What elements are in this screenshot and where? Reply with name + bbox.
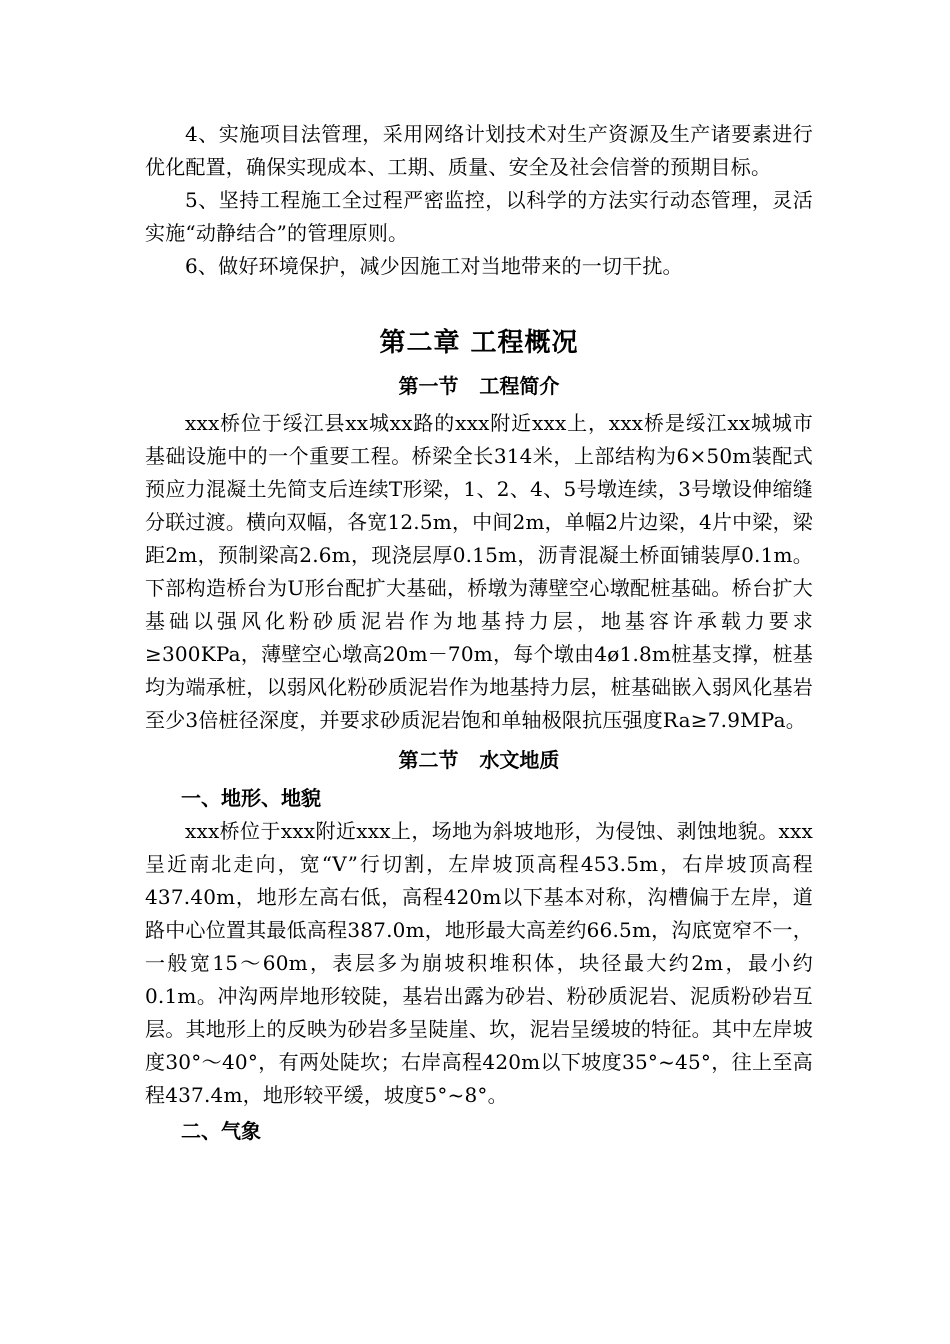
chapter-title: 第二章 工程概况 <box>379 328 579 358</box>
section-title-hydrogeology: 第二节 水文地质 <box>398 748 560 772</box>
document-page <box>145 118 813 1148</box>
subheading-climate: 二、气象 <box>181 1119 261 1143</box>
intro-paragraph-6: 6、做好环境保护，减少因施工对当地带来的一切干扰。 <box>185 254 683 278</box>
terrain-paragraph: xxx桥位于xxx附近xxx上，场地为斜坡地形，为侵蚀、剥蚀地貌。xxx呈近南北走向，宽“V”行切割，左岸坡顶高程453.5m，右岸坡顶高程437.40m，地形左高右低，高程420m以下基本对称，沟槽偏于左岸，道路中心位置其最低高程387.0m，地形最大高差约66.5m，沟底宽窄不一，一般宽15～60m，表层多为崩坡积堆积体，块径最大约2m，最小约0.1m。冲沟两岸地形较陡，基岩出露为砂岩、粉砂质泥岩、泥质粉砂岩互层。其地形上的反映为砂岩多呈陡崖、坎，泥岩呈缓坡的特征。其中左岸坡度30°～40°，有两处陡坎；右岸高程420m以下坡度35°~45°，往上至高程437.4m，地形较平缓，坡度5°~8°。 <box>145 819 813 1107</box>
intro-paragraph-4: 4、实施项目法管理，采用网络计划技术对生产资源及生产诸要素进行优化配置，确保实现成本、工期、质量、安全及社会信誉的预期目标。 <box>145 122 813 179</box>
project-intro-paragraph: xxx桥位于绥江县xx城xx路的xxx附近xxx上，xxx桥是绥江xx城城市基础设施中的一个重要工程。桥梁全长314米，上部结构为6×50m装配式预应力混凝土先简支后连续T形梁，1、2、4、5号墩连续，3号墩设伸缩缝分联过渡。横向双幅，各宽12.5m，中间2m，单幅2片边梁，4片中梁，梁距2m，预制梁高2.6m，现浇层厚0.15m，沥青混凝土桥面铺装厚0.1m。下部构造桥台为U形台配扩大基础，桥墩为薄壁空心墩配桩基础。桥台扩大基础以强风化粉砂质泥岩作为地基持力层，地基容许承载力要求≥300KPa，薄壁空心墩高20m－70m，每个墩由4ø1.8m桩基支撑，桩基均为端承桩，以弱风化粉砂质泥岩作为地基持力层，桩基础嵌入弱风化基岩至少3倍桩径深度，并要求砂质泥岩饱和单轴极限抗压强度Ra≥7.9MPa。 <box>145 411 813 732</box>
section-title-project-intro: 第一节 工程简介 <box>398 374 560 398</box>
intro-paragraph-5: 5、坚持工程施工全过程严密监控，以科学的方法实行动态管理，灵活实施“动静结合”的管理原则。 <box>145 188 813 245</box>
subheading-terrain: 一、地形、地貌 <box>181 786 321 810</box>
